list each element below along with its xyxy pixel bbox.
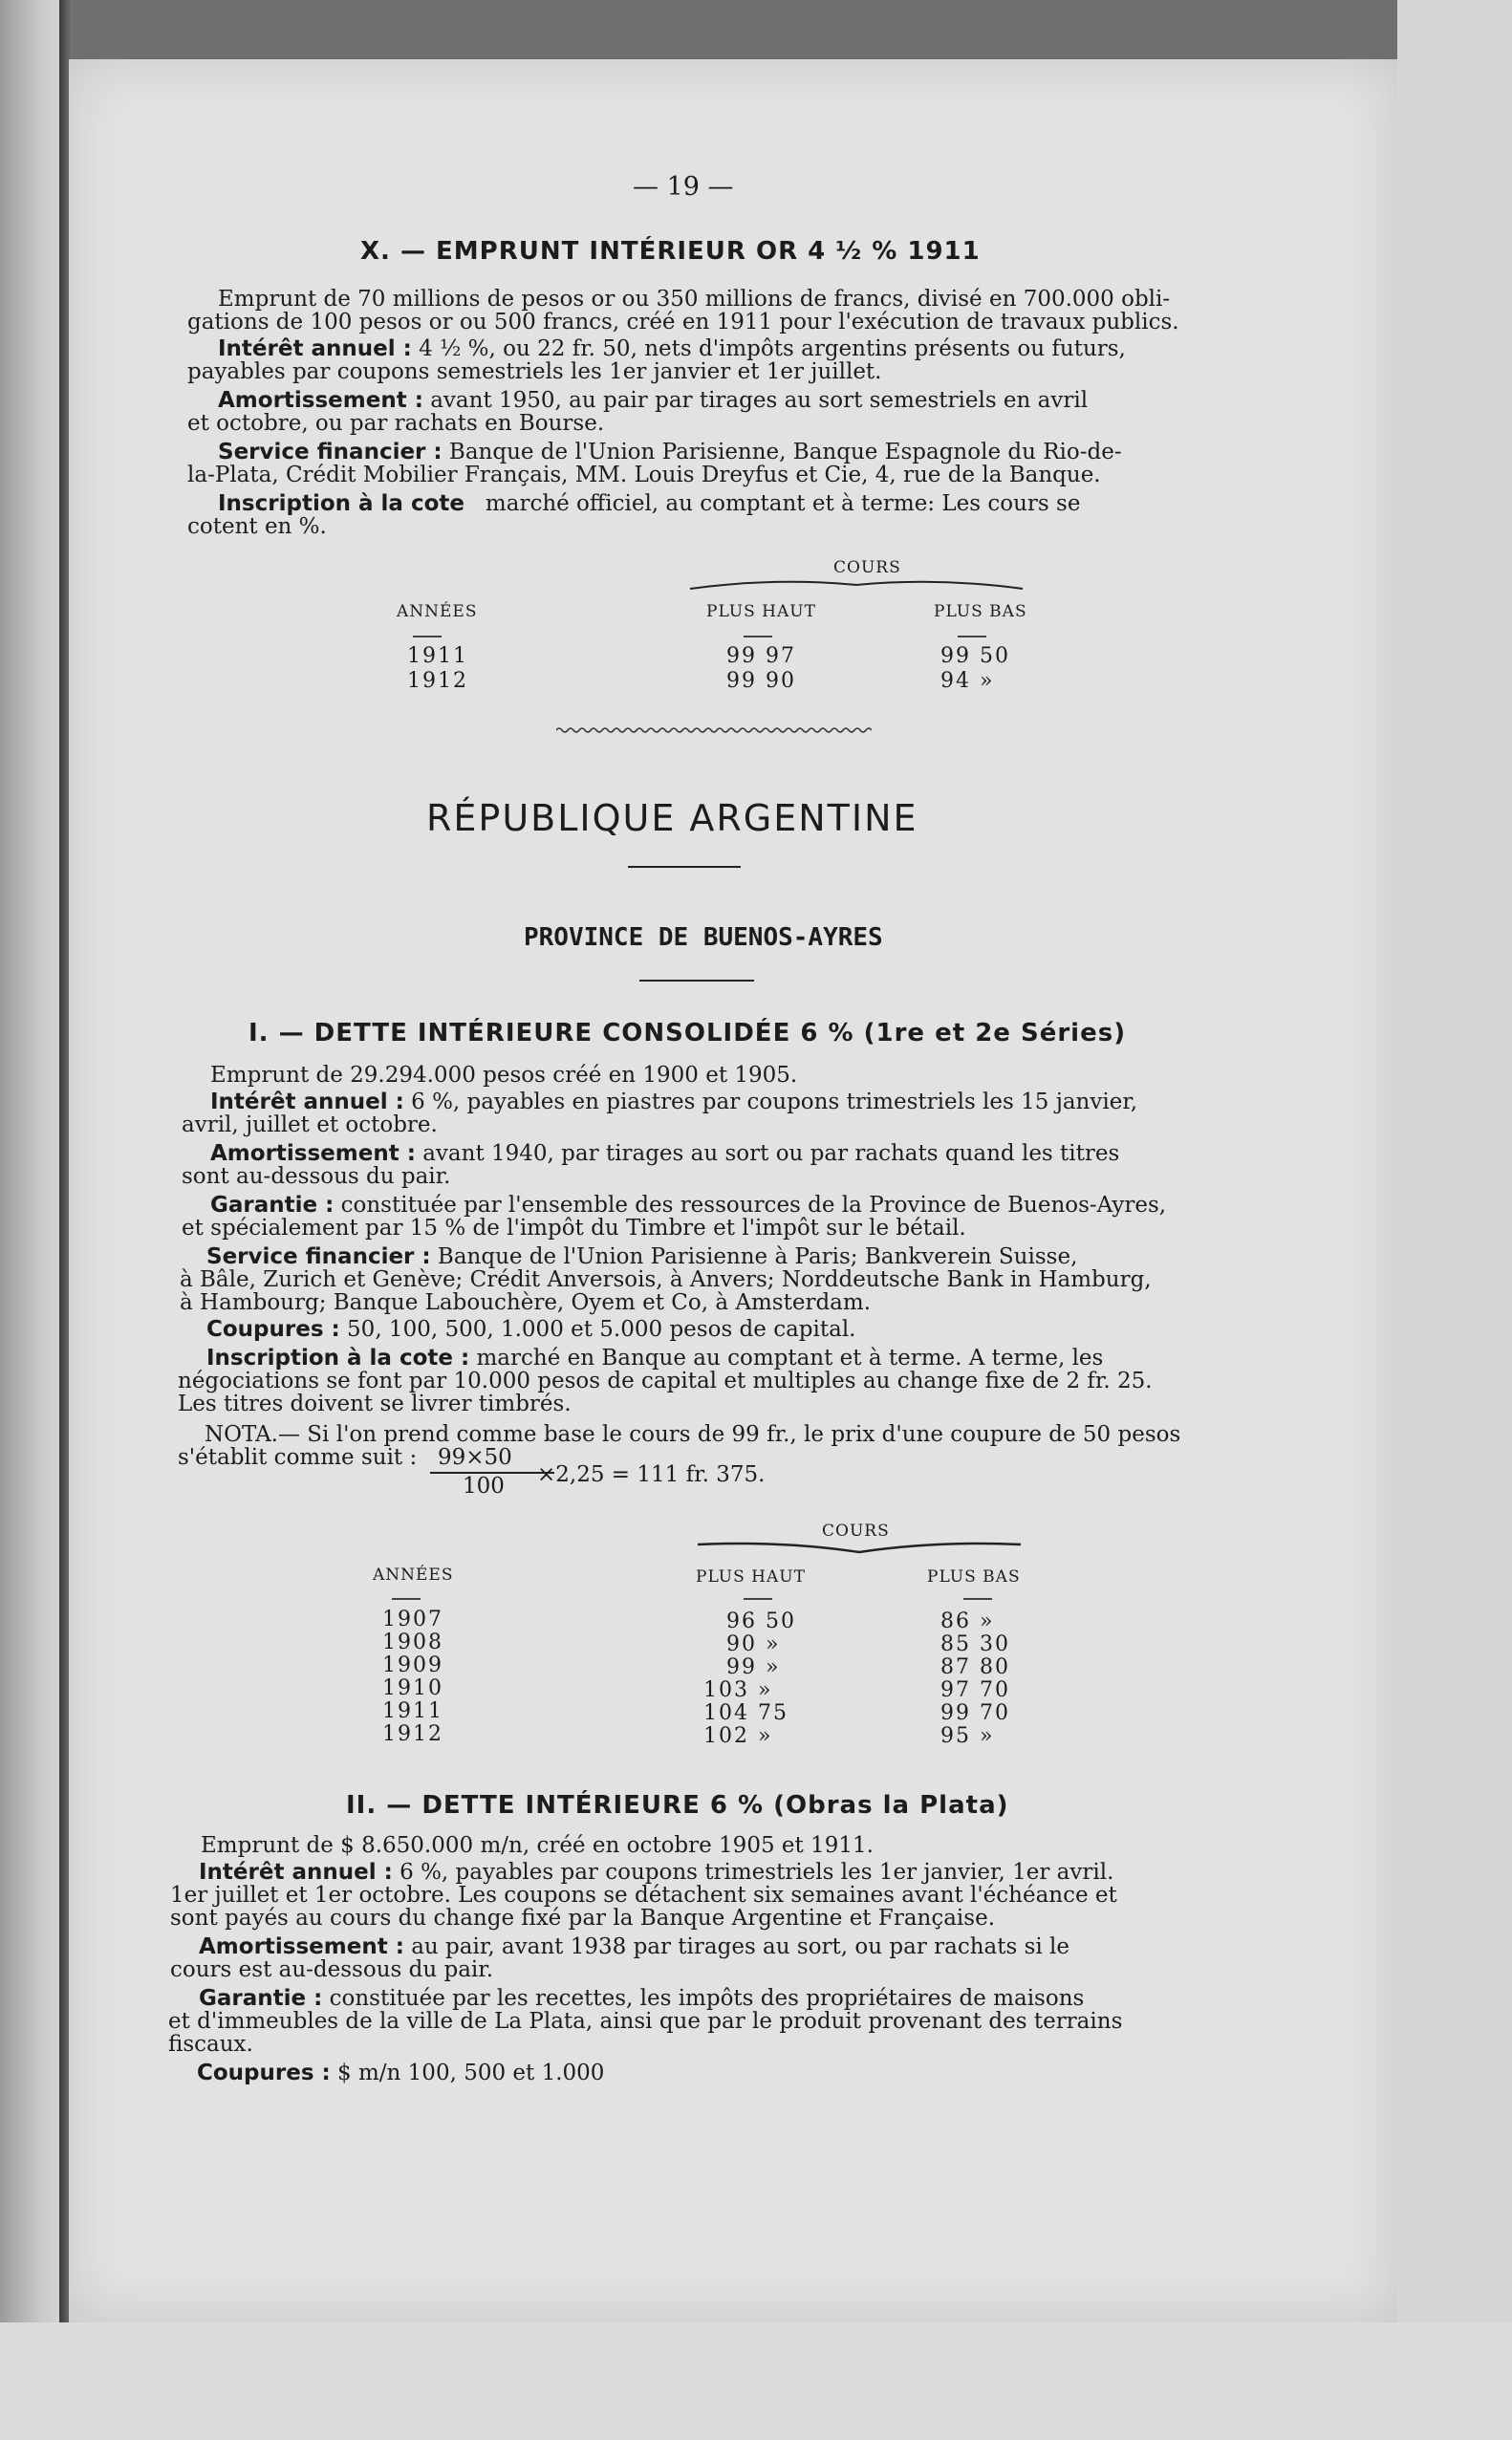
paragraph-line: à Bâle, Zurich et Genève; Crédit Anversois, à Anvers; Norddeutsche Bank in Hamburg,: [180, 1267, 1152, 1292]
interet-text: 6 %, payables par coupons trimestriels les 1er janvier, 1er avril.: [400, 1860, 1114, 1885]
province-heading: PROVINCE DE BUENOS-AYRES: [524, 923, 883, 952]
amortissement-text: avant 1950, au pair par tirages au sort semestriels en avril: [430, 388, 1089, 413]
paragraph-line: et d'immeubles de la ville de La Plata, ainsi que par le produit provenant des terrains: [168, 2009, 1123, 2034]
paragraph-line: avril, juillet et octobre.: [182, 1112, 438, 1137]
plus-bas-header: PLUS BAS: [927, 1567, 1021, 1587]
service-label: Service financier :: [206, 1244, 431, 1269]
paragraph-line: et octobre, ou par rachats en Bourse.: [187, 411, 605, 436]
paragraph-line: cours est au-dessous du pair.: [170, 1957, 494, 1982]
heading-rule: [628, 866, 741, 868]
table-haut: 99 97: [726, 644, 796, 668]
interet-label: Intérêt annuel :: [199, 1860, 393, 1885]
paragraph-line: la-Plata, Crédit Mobilier Français, MM. Louis Dreyfus et Cie, 4, rue de la Banque.: [187, 463, 1101, 487]
paragraph-line: sont au-dessous du pair.: [182, 1164, 451, 1189]
service-text: Banque de l'Union Parisienne à Paris; Bankverein Suisse,: [437, 1244, 1078, 1269]
annees-header: ANNÉES: [397, 602, 478, 621]
inscription-line: [218, 491, 1080, 516]
coupures-text: 50, 100, 500, 1.000 et 5.000 pesos de capital.: [347, 1317, 856, 1342]
nota-line: NOTA.— Si l'on prend comme base le cours de 99 fr., le prix d'une coupure de 50 pesos: [205, 1422, 1181, 1447]
amortissement-label: Amortissement :: [199, 1934, 404, 1959]
cours-heading: COURS: [822, 1522, 890, 1541]
country-heading: RÉPUBLIQUE ARGENTINE: [426, 797, 918, 839]
table-year: 1908: [382, 1630, 443, 1654]
service-label: Service financier :: [218, 440, 443, 464]
interet-label: Intérêt annuel :: [210, 1090, 404, 1114]
fraction-result: ×2,25 = 111 fr. 375.: [537, 1462, 766, 1487]
inscription-text: marché en Banque au comptant et à terme. A terme, les: [476, 1346, 1104, 1371]
coupures-line: [197, 2061, 604, 2085]
table-year: 1909: [382, 1653, 443, 1677]
garantie-line: [210, 1193, 1166, 1218]
table-haut: 104 75: [703, 1701, 788, 1725]
paragraph-line: 1er juillet et 1er octobre. Les coupons se détachent six semaines avant l'échéance et: [170, 1883, 1117, 1908]
table-bas: 94 »: [940, 669, 995, 693]
paragraph-line: sont payés au cours du change fixé par la Banque Argentine et Française.: [170, 1906, 996, 1931]
table-year: 1912: [407, 669, 468, 693]
interet-line: [210, 1090, 1137, 1114]
right-margin: [1397, 0, 1512, 2440]
inscription-line: [206, 1346, 1103, 1371]
table-haut: 99 »: [726, 1655, 781, 1679]
interet-line: [199, 1860, 1113, 1885]
fraction-denominator: 100: [463, 1474, 505, 1499]
table-year: 1911: [407, 644, 468, 668]
header-dash: [392, 1598, 421, 1600]
emprunt-line: Emprunt de 29.294.000 pesos créé en 1900 et 1905.: [210, 1063, 798, 1088]
table-year: 1910: [382, 1676, 443, 1700]
interet-text: 6 %, payables en piastres par coupons trimestriels les 15 janvier,: [411, 1090, 1138, 1114]
interet-text: 4 ½ %, ou 22 fr. 50, nets d'impôts argentins présents ou futurs,: [419, 336, 1126, 361]
table-bas: 99 50: [940, 644, 1010, 668]
coupures-line: [206, 1317, 856, 1342]
amortissement-line: [199, 1934, 1069, 1959]
plus-haut-header: PLUS HAUT: [696, 1567, 806, 1587]
service-text: Banque de l'Union Parisienne, Banque Espagnole du Rio-de-: [448, 440, 1122, 464]
amortissement-line: [218, 388, 1088, 413]
page-number: — 19 —: [633, 172, 734, 202]
inscription-label: Inscription à la cote: [218, 491, 464, 516]
paragraph-line: cotent en %.: [187, 514, 327, 539]
paragraph-line: Emprunt de 70 millions de pesos or ou 350 millions de francs, divisé en 700.000 obli-: [218, 287, 1171, 312]
cours-brace: [688, 575, 1025, 591]
table-bas: 86 »: [940, 1609, 995, 1633]
cours-heading: COURS: [833, 558, 901, 577]
header-dash: [744, 1598, 772, 1600]
paragraph-line: payables par coupons semestriels les 1er janvier et 1er juillet.: [187, 359, 882, 384]
header-dash: [958, 636, 986, 637]
table-year: 1912: [382, 1722, 443, 1746]
interet-line: [218, 336, 1126, 361]
coupures-text: $ m/n 100, 500 et 1.000: [337, 2061, 605, 2085]
left-page-edge: [0, 0, 67, 2440]
table-haut: 96 50: [726, 1609, 796, 1633]
plus-haut-header: PLUS HAUT: [706, 602, 816, 621]
table-bas: 97 70: [940, 1678, 1010, 1702]
section-ii-title: II. — DETTE INTÉRIEURE 6 % (Obras la Plata): [346, 1791, 1009, 1820]
service-line: [206, 1244, 1077, 1269]
amortissement-label: Amortissement :: [210, 1141, 416, 1166]
coupures-label: Coupures :: [206, 1317, 340, 1342]
paragraph-line: fiscaux.: [168, 2032, 253, 2057]
fraction-numerator: 99×50: [438, 1445, 512, 1470]
section-i-title: I. — DETTE INTÉRIEURE CONSOLIDÉE 6 % (1re et 2e Séries): [248, 1019, 1127, 1047]
service-line: [218, 440, 1122, 464]
heading-rule: [639, 980, 754, 982]
bottom-margin: [0, 2322, 1512, 2440]
inscription-label: Inscription à la cote :: [206, 1346, 470, 1371]
inscription-text: marché officiel, au comptant et à terme: Les cours se: [485, 491, 1081, 516]
garantie-line: [199, 1986, 1084, 2011]
annees-header: ANNÉES: [373, 1565, 454, 1585]
table-bas: 99 70: [940, 1701, 1010, 1725]
wavy-divider: [556, 726, 872, 734]
garantie-label: Garantie :: [210, 1193, 335, 1218]
table-haut: 102 »: [703, 1724, 773, 1748]
garantie-text: constituée par l'ensemble des ressources de la Province de Buenos-Ayres,: [340, 1193, 1167, 1218]
table-year: 1911: [382, 1699, 443, 1723]
paragraph-line: négociations se font par 10.000 pesos de capital et multiples au change fixe de 2 fr. 25.: [178, 1369, 1153, 1393]
amortissement-label: Amortissement :: [218, 388, 423, 413]
amortissement-text: avant 1940, par tirages au sort ou par rachats quand les titres: [422, 1141, 1120, 1166]
paragraph-line: Les titres doivent se livrer timbrés.: [178, 1392, 572, 1416]
paragraph-line: gations de 100 pesos or ou 500 francs, créé en 1911 pour l'exécution de travaux publics.: [187, 310, 1179, 335]
coupures-label: Coupures :: [197, 2061, 331, 2085]
cours-brace: [696, 1539, 1023, 1554]
paragraph-line: et spécialement par 15 % de l'impôt du Timbre et l'impôt sur le bétail.: [182, 1216, 966, 1241]
header-dash: [413, 636, 442, 637]
document-page: [69, 59, 1397, 2322]
table-year: 1907: [382, 1608, 443, 1631]
table-haut: 90 »: [726, 1632, 781, 1656]
paragraph-line: à Hambourg; Banque Labouchère, Oyem et Co, à Amsterdam.: [180, 1290, 872, 1315]
table-bas: 87 80: [940, 1655, 1010, 1679]
interet-label: Intérêt annuel :: [218, 336, 412, 361]
amortissement-text: au pair, avant 1938 par tirages au sort, ou par rachats si le: [411, 1934, 1070, 1959]
table-bas: 95 »: [940, 1724, 995, 1748]
table-haut: 103 »: [703, 1678, 773, 1702]
nota-cont: s'établit comme suit :: [178, 1445, 418, 1470]
amortissement-line: [210, 1141, 1119, 1166]
section-x-title: X. — EMPRUNT INTÉRIEUR OR 4 ½ % 1911: [360, 237, 981, 266]
table-bas: 85 30: [940, 1632, 1010, 1656]
header-dash: [744, 636, 772, 637]
header-dash: [963, 1598, 992, 1600]
plus-bas-header: PLUS BAS: [934, 602, 1027, 621]
garantie-text: constituée par les recettes, les impôts des propriétaires de maisons: [329, 1986, 1085, 2011]
garantie-label: Garantie :: [199, 1986, 323, 2011]
table-haut: 99 90: [726, 669, 796, 693]
emprunt-line: Emprunt de $ 8.650.000 m/n, créé en octobre 1905 et 1911.: [201, 1833, 874, 1858]
